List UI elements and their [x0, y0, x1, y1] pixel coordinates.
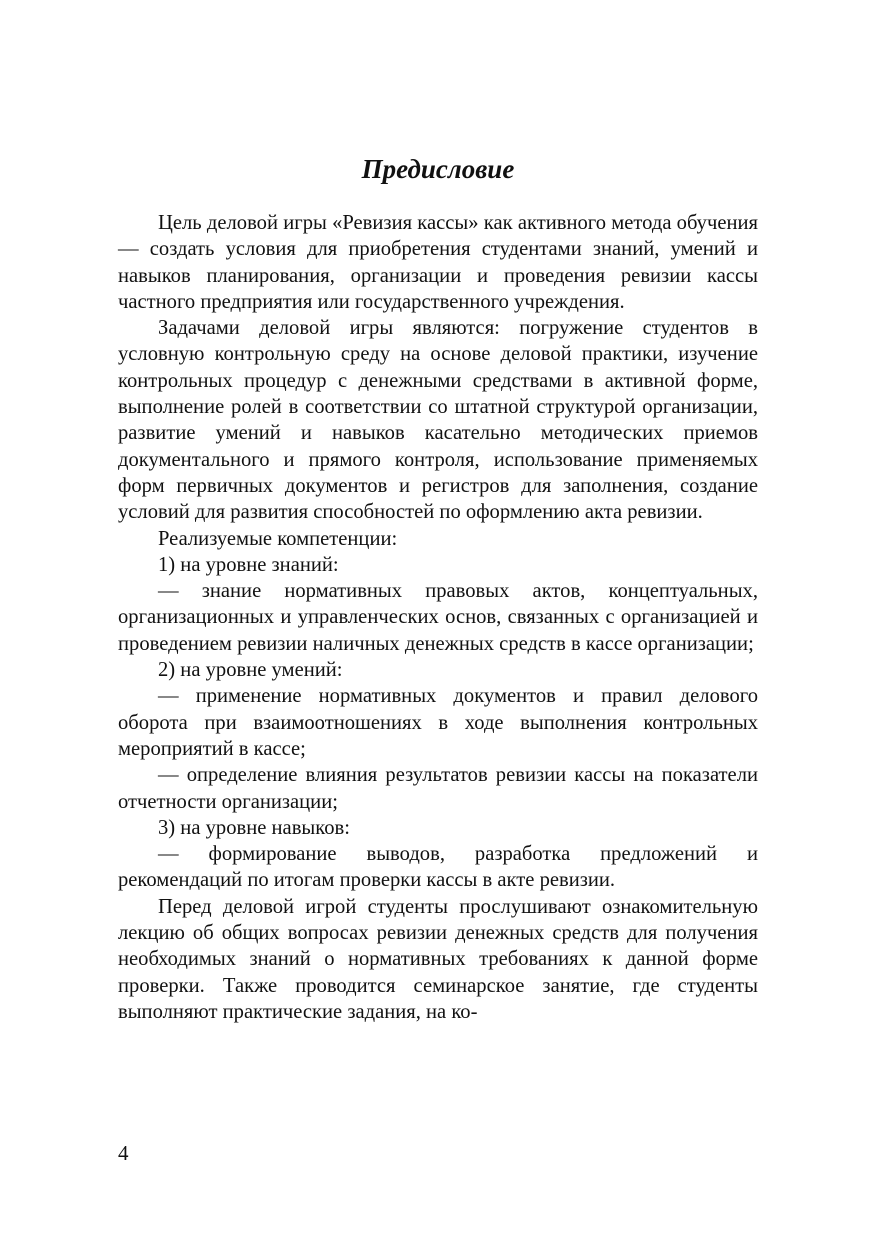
- paragraph-skills-level: 2) на уровне умений:: [158, 659, 343, 682]
- page-number: 4: [118, 1141, 129, 1165]
- paragraph-competencies-heading: Реализуемые компетенции:: [158, 527, 398, 550]
- paragraph-before-game: Перед деловой игрой студенты прослушивают ознакомительную лекцию об общих вопросах ревизии денежных средств для получения необходимых знаний о нормативных требованиях к данной форме проверки. Также проводится семинарское занятие, где студенты выполняют практические задания, на ко-: [118, 895, 758, 1023]
- body-text: [118, 210, 758, 1025]
- paragraph-knowledge-level: 1) на уровне знаний:: [158, 553, 339, 576]
- paragraph-skills-item-1: — применение нормативных документов и правил делового оборота при взаимоотношениях в ходе выполнения контрольных мероприятий в кассе;: [118, 685, 758, 760]
- paragraph-abilities-item: — формирование выводов, разработка предложений и рекомендаций по итогам проверки кассы в акте ревизии.: [118, 843, 758, 892]
- page-title: Предисловие: [361, 154, 515, 184]
- paragraph-goal: Цель деловой игры «Ревизия кассы» как активного метода обучения — создать условия для приобретения студентами знаний, умений и навыков планирования, организации и проведения ревизии кассы частного предприятия или государственного учреждения.: [118, 212, 758, 313]
- paragraph-abilities-level: 3) на уровне навыков:: [158, 816, 350, 839]
- paragraph-skills-item-2: — определение влияния результатов ревизии кассы на показатели отчетности организации;: [118, 764, 758, 813]
- paragraph-tasks: Задачами деловой игры являются: погружение студентов в условную контрольную среду на основе деловой практики, изучение контрольных процедур с денежными средствами в активной форме, выполнение ролей в соответствии со штатной структурой организации, развитие умений и навыков касательно методических приемов документального и прямого контроля, использование применяемых форм первичных документов и регистров для заполнения, создание условий для развития способностей по оформлению акта ревизии.: [118, 317, 758, 524]
- paragraph-knowledge-item: — знание нормативных правовых актов, концептуальных, организационных и управленческих основ, связанных с организацией и проведением ревизии наличных денежных средств в кассе организации;: [118, 580, 758, 655]
